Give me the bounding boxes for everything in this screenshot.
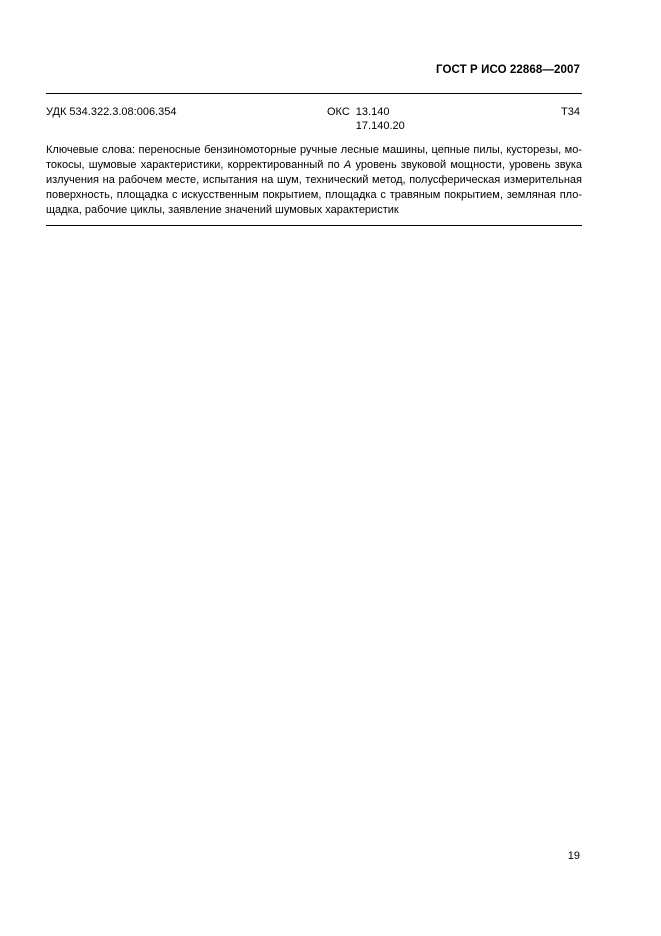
top-divider [46, 93, 582, 94]
bottom-divider [46, 225, 582, 226]
udk-block [46, 105, 176, 119]
oks-block [327, 105, 405, 133]
oks-label: ОКС [327, 106, 350, 118]
keywords-paragraph: Ключевые слова: переносные бензиномоторные ручные лесные машины, цепные пилы, кусторезы, мотокосы, шумовые характеристики, корректированный по А уровень звуковой мощности, уровень звука излучения на рабочем месте, испытания на шум, технический метод, полусферическая измерительная поверхность, площадка с искусственным покрытием, площадка с травяным покрытием, земляная площадка, рабочие циклы, заявление значений шумовых характеристик [46, 144, 582, 216]
udk-label: УДК [46, 106, 67, 118]
document-header-title: ГОСТ Р ИСО 22868—2007 [435, 64, 580, 76]
oks-code: 17.140.20 [355, 120, 405, 132]
classification-code: Т34 [561, 106, 580, 118]
page-number: 19 [567, 850, 580, 862]
oks-codes [356, 105, 405, 133]
weighting-letter: А [343, 159, 352, 171]
oks-code: 13.140 [355, 106, 390, 118]
udk-value: 534.322.3.08:006.354 [69, 106, 177, 118]
